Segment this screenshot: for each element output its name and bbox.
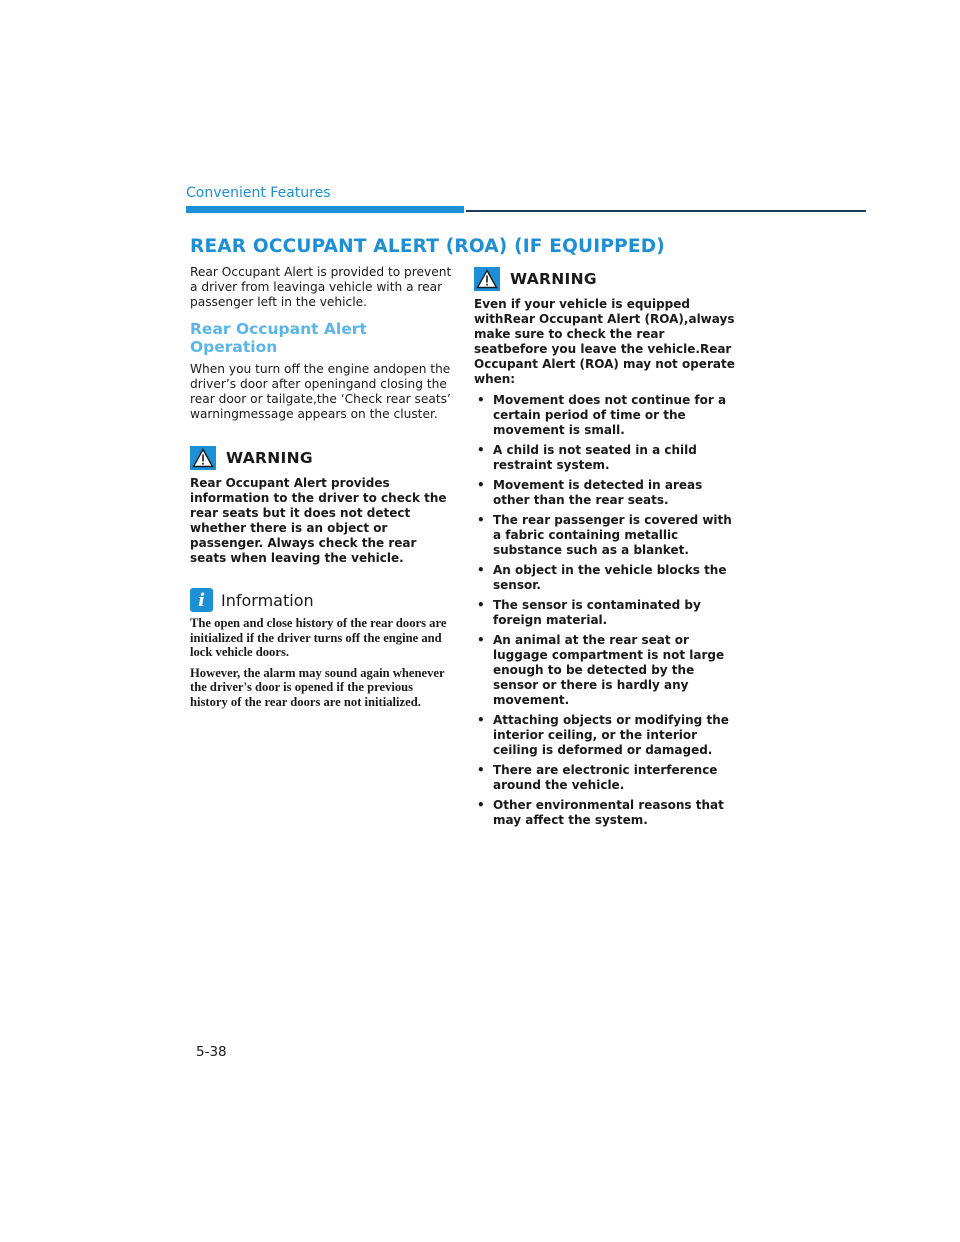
list-item: • The rear passenger is covered with a fabric containing metallic substance such as a blanket. (477, 513, 732, 557)
warning-title: WARNING (226, 449, 313, 467)
warning-text: Rear Occupant Alert provides information to the driver to check the rear seats but it does not detect whether there is an object or passenger. Always check the rear seats when leaving the vehicle. (190, 476, 447, 565)
operation-paragraph: When you turn off the engine andopen the driver’s door after openingand closing the rear door or tailgate,the ‘Check rear seats’ warningmessage appears on the cluster. (190, 362, 451, 421)
list-item: • An object in the vehicle blocks the sensor. (477, 563, 727, 592)
section-subtitle: Rear Occupant Alert Operation (190, 320, 367, 356)
list-item: • Movement is detected in areas other than the rear seats. (477, 478, 703, 507)
warning-heading (190, 446, 452, 470)
conditions-list (474, 393, 736, 828)
header-rule (466, 210, 866, 212)
list-item: • A child is not seated in a child restraint system. (477, 443, 697, 472)
header-rule-accent (186, 206, 464, 213)
list-item: • Other environmental reasons that may affect the system. (477, 798, 724, 827)
info-icon: i (190, 588, 213, 612)
page-title: REAR OCCUPANT ALERT (ROA) (IF EQUIPPED) (190, 236, 665, 257)
information-text-1: The open and close history of the rear doors are initialized if the driver turns off the engine and lock vehicle doors. (190, 616, 447, 659)
warning-triangle-icon (190, 446, 216, 470)
list-item: • There are electronic interference around the vehicle. (477, 763, 718, 792)
list-item: • Attaching objects or modifying the interior ceiling, or the interior ceiling is deformed or damaged. (477, 713, 729, 757)
warning-triangle-icon (474, 267, 500, 291)
warning-intro-right: Even if your vehicle is equipped withRear Occupant Alert (ROA),always make sure to check the rear seatbefore you leave the vehicle.Rear Occupant Alert (ROA) may not operate when: (474, 297, 735, 386)
left-column (190, 265, 452, 715)
right-column (474, 267, 736, 833)
warning-title-right: WARNING (510, 270, 597, 288)
list-item: • Movement does not continue for a certain period of time or the movement is small. (477, 393, 727, 437)
list-item: • An animal at the rear seat or luggage compartment is not large enough to be detected by the sensor or there is hardly any movement. (477, 633, 725, 707)
information-text-2: However, the alarm may sound again whenever the driver's door is opened if the previous history of the rear doors are not initialized. (190, 665, 445, 709)
information-title: Information (221, 590, 314, 610)
intro-paragraph: Rear Occupant Alert is provided to prevent a driver from leavinga vehicle with a rear passenger left in the vehicle. (190, 265, 452, 309)
information-heading (190, 588, 452, 612)
warning-heading-right (474, 267, 736, 291)
list-item: • The sensor is contaminated by foreign material. (477, 598, 701, 627)
section-label: Convenient Features (186, 185, 331, 201)
page-number: 5-38 (196, 1044, 227, 1060)
